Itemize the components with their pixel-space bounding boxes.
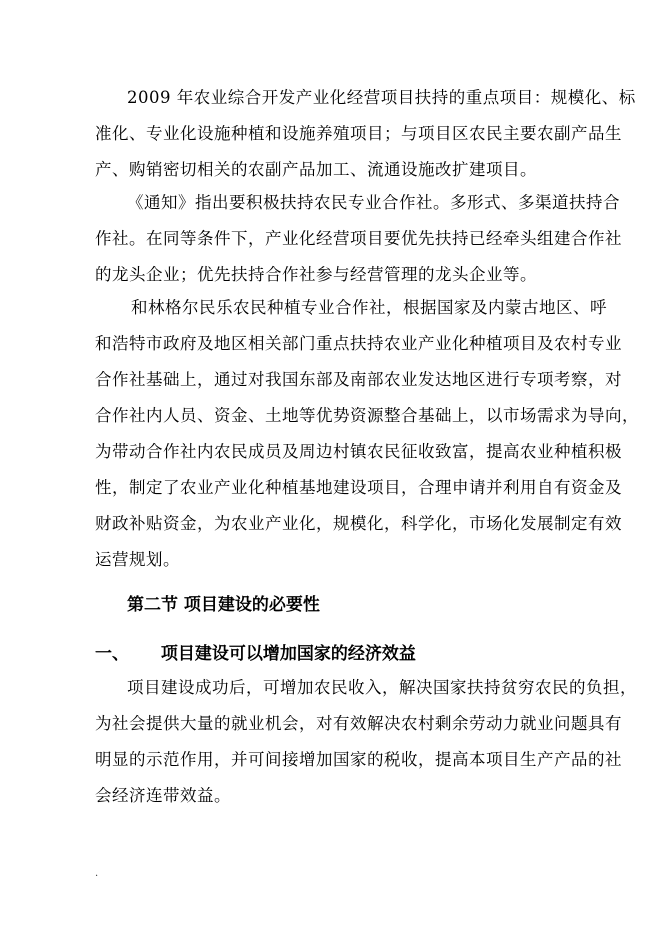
paragraph-line: 和林格尔民乐农民种植专业合作社，根据国家及内蒙古地区、呼: [131, 298, 607, 317]
subheading-number: 一、: [95, 644, 129, 664]
paragraph-line: 明显的示范作用，并可间接增加国家的税收，提高本项目生产产品的社: [95, 750, 622, 769]
paragraph-line: 准化、专业化设施种植和设施养殖项目；与项目区农民主要农副产品生: [95, 124, 622, 143]
paragraph-line: 为带动合作社内农民成员及周边村镇农民征收致富，提高农业种植积极: [95, 442, 622, 461]
paragraph-4: [95, 670, 637, 814]
paragraph-line: 的龙头企业；优先扶持合作社参与经营管理的龙头企业等。: [95, 265, 537, 284]
paragraph-line: 2009 年农业综合开发产业化经营项目扶持的重点项目：规模化、标: [127, 88, 636, 107]
section-heading: 第二节 项目建设的必要性: [127, 595, 320, 615]
paragraph-line: 合作社内人员、资金、土地等优势资源整合基础上，以市场需求为导向，: [95, 406, 639, 425]
paragraph-line: 合作社基础上，通过对我国东部及南部农业发达地区进行专项考察，对: [95, 370, 622, 389]
paragraph-line: 为社会提供大量的就业机会，对有效解决农村剩余劳动力就业问题具有: [95, 714, 622, 733]
paragraph-line: 和浩特市政府及地区相关部门重点扶持农业产业化种植项目及农村专业: [95, 334, 622, 353]
paragraph-3: [95, 290, 639, 578]
paragraph-line: 作社。在同等条件下，产业化经营项目要优先扶持已经牵头组建合作社: [95, 229, 622, 248]
paragraph-2: [95, 185, 622, 293]
paragraph-line: 财政补贴资金，为农业产业化，规模化，科学化，市场化发展制定有效: [95, 514, 622, 533]
paragraph-line: 《通知》指出要积极扶持农民专业合作社。多形式、多渠道扶持合: [127, 193, 620, 212]
paragraph-line: 会经济连带效益。: [95, 786, 231, 805]
paragraph-line: 项目建设成功后，可增加农民收入，解决国家扶持贫穷农民的负担，: [127, 678, 637, 697]
paragraph-line: 产、购销密切相关的农副产品加工、流通设施改扩建项目。: [95, 160, 537, 179]
subheading: [95, 639, 416, 664]
footer-mark: .: [95, 868, 99, 879]
paragraph-1: [95, 80, 636, 188]
subheading-title: 项目建设可以增加国家的经济效益: [160, 644, 416, 664]
paragraph-line: 性，制定了农业产业化种植基地建设项目，合理申请并利用自有资金及: [95, 478, 622, 497]
paragraph-line: 运营规划。: [95, 550, 180, 569]
